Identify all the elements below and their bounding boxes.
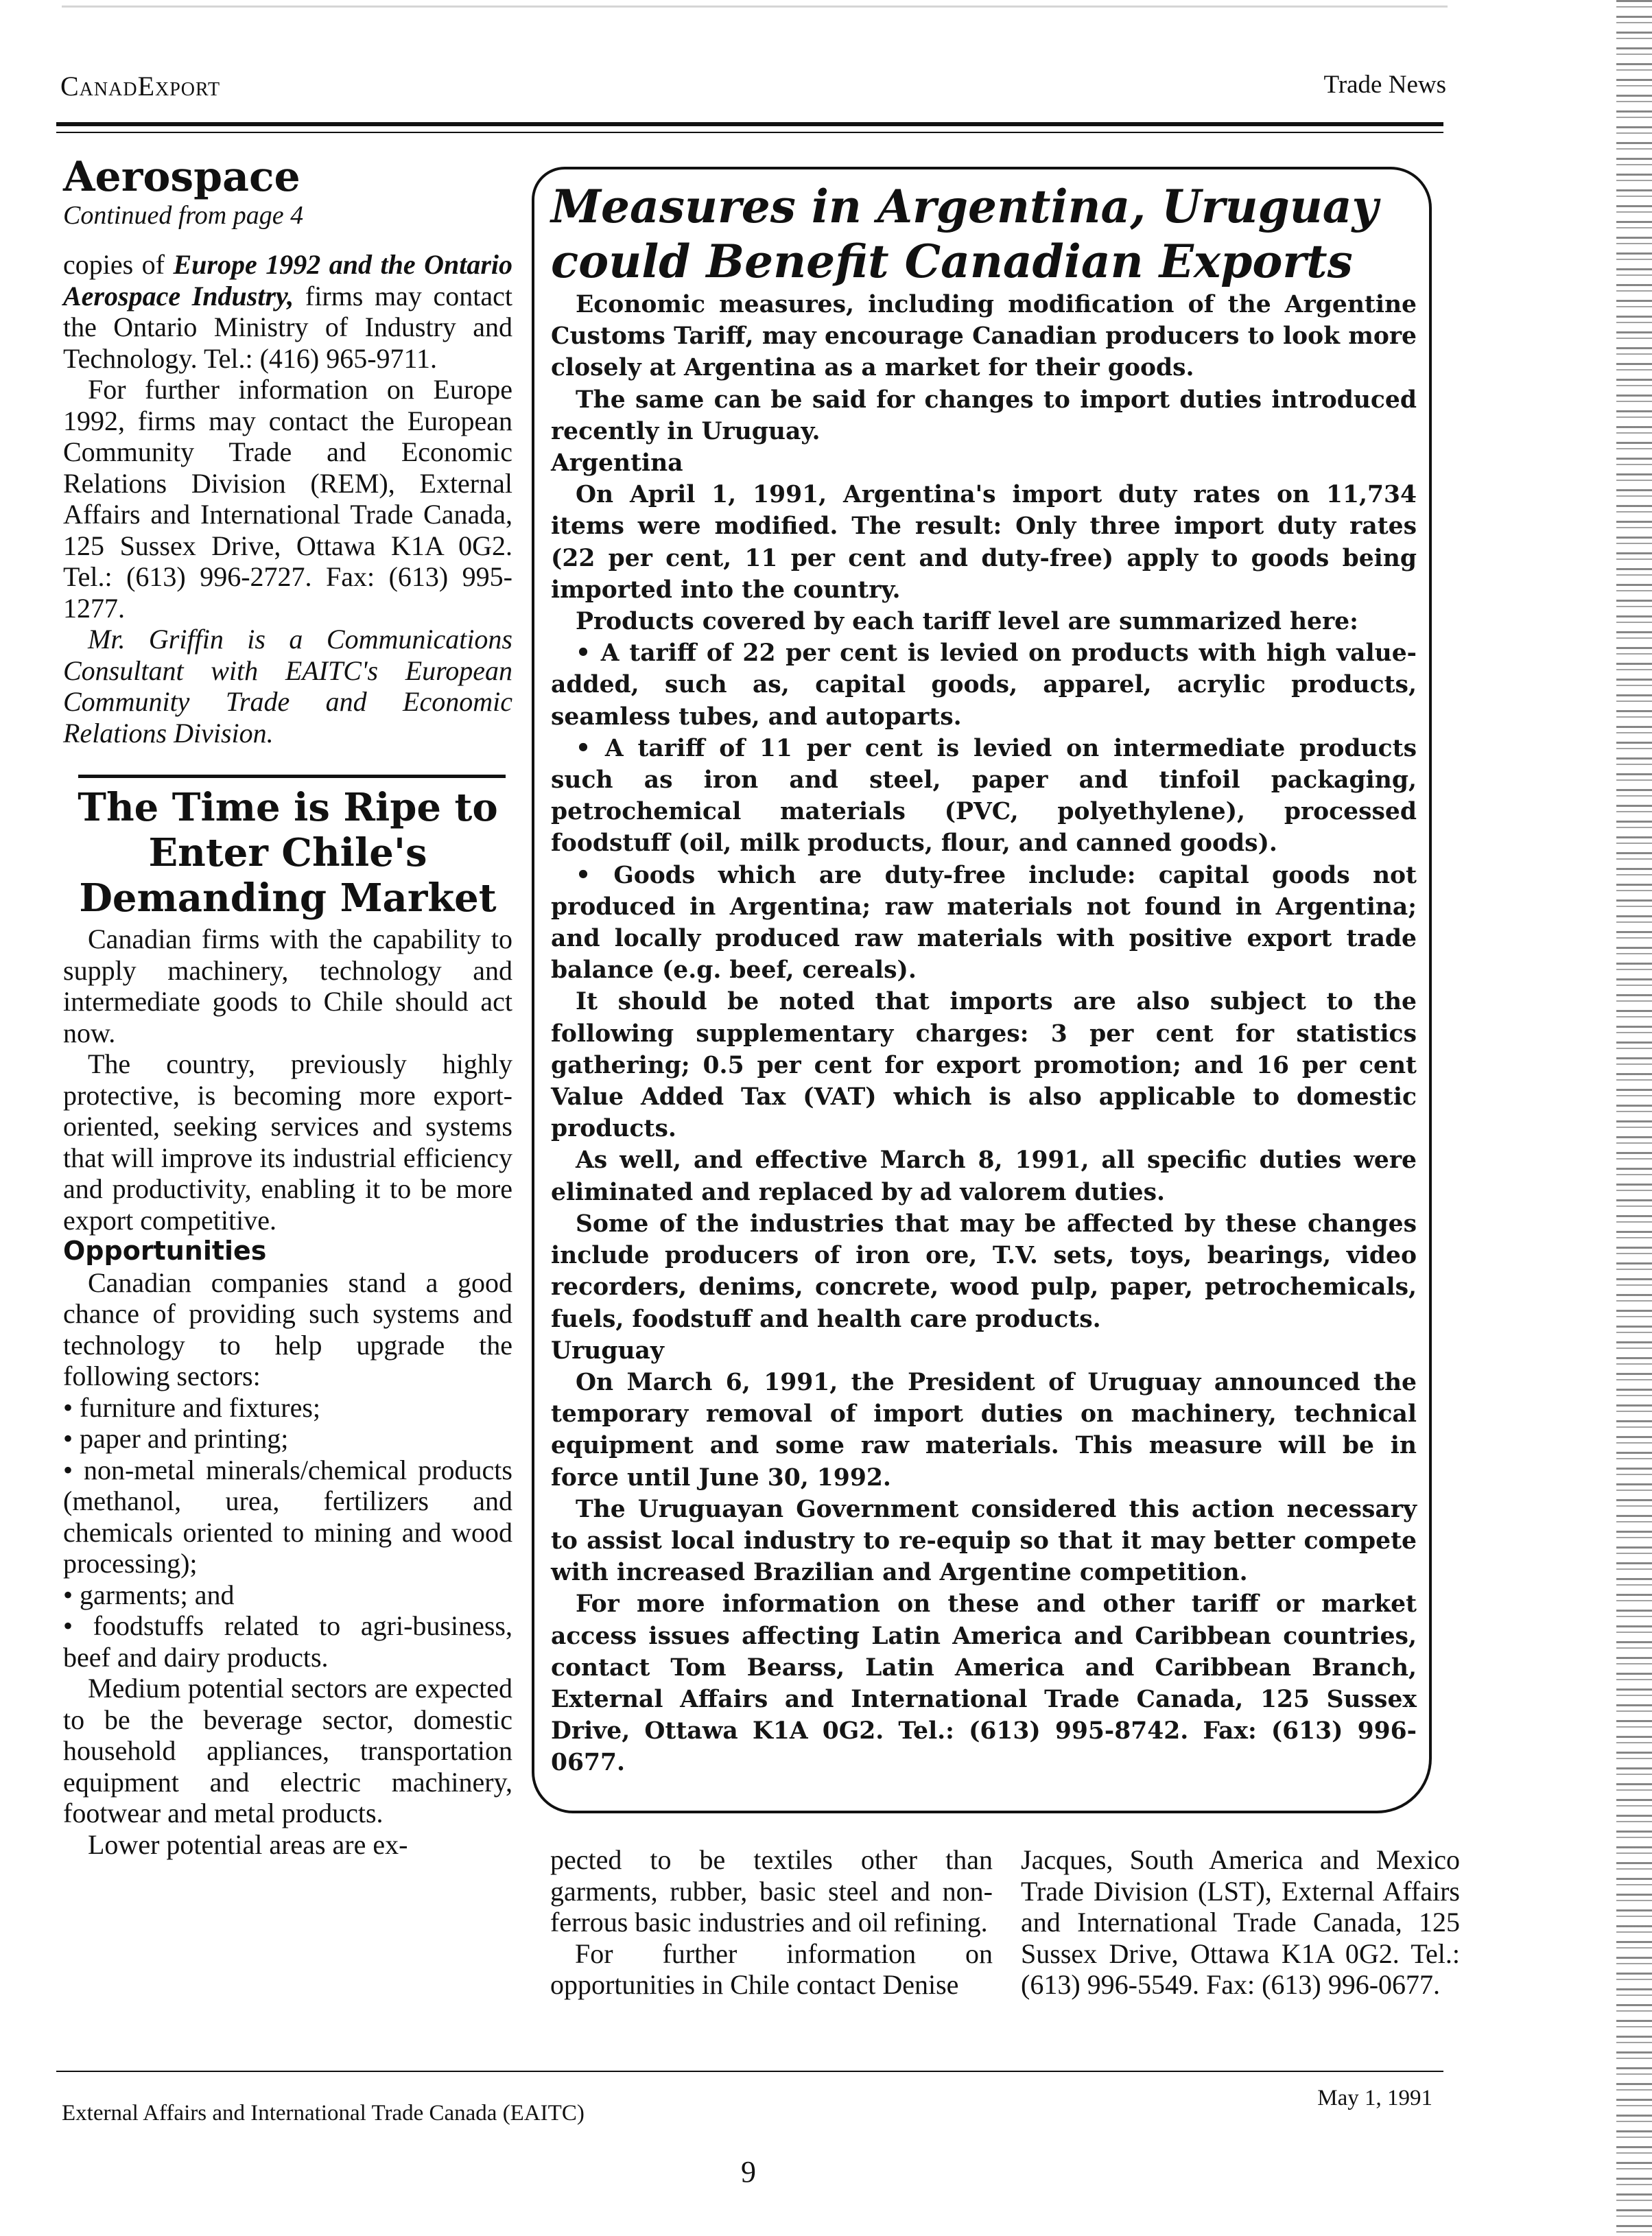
box-paragraph-8: On March 6, 1991, the President of Uruguay announced the temporary removal of import duties on machinery, technical equipment and some raw materials. This measure will be in force until June 30, 1992. (551, 1368, 1417, 1492)
box-paragraph-5: It should be noted that imports are also subject to the following supplementary charges: 3 per cent for statistics gathering; 0.5 per cent for export promotion; and 16 per cent Value Added Tax (VAT) which is also applicable to domestic products. (551, 988, 1417, 1143)
header-rule (56, 122, 1443, 126)
footer-rule (56, 2071, 1443, 2072)
chile-contact-continued: Jacques, South America and Mexico Trade Division (LST), External Affairs and International Trade Canada, 125 Sussex Drive, Ottawa K1A 0G2. Tel.: (613) 996-5549. Fax: (613) 996-0677. (1021, 1844, 1460, 2000)
footer-date: May 1, 1991 (1317, 2086, 1432, 2110)
box-paragraph-7: Some of the industries that may be affected by these changes include producers of iron ore, T.V. sets, toys, bearings, video recorders, denims, concrete, wood pulp, paper, petrochemicals, fuels, foodstuff and health care products. (551, 1210, 1417, 1333)
tariff-bullet: • Goods which are duty-free include: capital goods not produced in Argentina; raw materials not found in Argentina; and locally produced raw materials with positive export trade balance (e.g. beef, cereals). (551, 861, 1417, 985)
box-paragraph-10: For more information on these and other tariff or market access issues affecting Latin America and Caribbean countries, contact Tom Bearss, Latin America and Caribbean Branch, External Affairs and International Trade Canada, 125 Sussex Drive, Ottawa K1A 0G2. Tel.: (613) 995-8742. Fax: (613) 996-0677. (551, 1590, 1417, 1777)
sector-bullet: • garments; and (63, 1579, 235, 1610)
left-column (63, 154, 512, 1860)
text-run: copies of (63, 249, 174, 280)
chile-paragraph-2: The country, previously highly protective, is becoming more export-oriented, seeking services and systems that will improve its industrial efficiency and productivity, enabling it to be more export competitive. (63, 1048, 512, 1236)
box-paragraph-3: On April 1, 1991, Argentina's import duty rates on 11,734 items were modified. The result: Only three import duty rates (22 per cent, 11 per cent and duty-free) apply to goods being imported into the country. (551, 481, 1417, 604)
footer-publisher: External Affairs and International Trade Canada (EAITC) (62, 2101, 585, 2126)
chile-paragraph-5: Lower potential areas are ex- (88, 1828, 408, 1860)
sector-bullet: • furniture and fixtures; (63, 1391, 320, 1423)
page-number: 9 (741, 2155, 756, 2189)
chile-title: The Time is Ripe to Enter Chile's Demanding Market (78, 785, 498, 921)
section-name: Trade News (1323, 71, 1446, 99)
tariff-bullet: • A tariff of 11 per cent is levied on intermediate products such as iron and steel, paper and tinfoil packaging, petrochemical materials (PVC, polyethylene), processed foodstuff (oil, milk products, flour, and canned goods). (551, 734, 1417, 858)
chile-paragraph-4: Medium potential sectors are expected to be the beverage sector, domestic household appliances, transportation equipment and electric machinery, footwear and metal products. (63, 1673, 512, 1828)
box-paragraph-6: As well, and effective March 8, 1991, all specific duties were eliminated and replaced by ad valorem duties. (551, 1146, 1417, 1206)
opportunities-heading: Opportunities (63, 1236, 267, 1266)
argentina-uruguay-box (532, 167, 1432, 1813)
author-note: Mr. Griffin is a Communications Consultant with EAITC's European Community Trade and Economic Relations Division. (63, 624, 512, 749)
tariff-bullet: • A tariff of 22 per cent is levied on products with high value-added, such as, capital goods, apparel, acrylic products, seamless tubes, and autoparts. (551, 639, 1417, 731)
sector-bullet: • foodstuffs related to agri-business, beef and dairy products. (63, 1610, 512, 1673)
aerospace-paragraph-2: For further information on Europe 1992, firms may contact the European Community Trade and Economic Relations Division (REM), External Affairs and International Trade Canada, 125 Sussex Drive, Ottawa K1A 0G2. Tel.: (613) 996-2727. Fax: (613) 995-1277. (63, 374, 512, 624)
text-run: firms may contact the Ontario Ministry of Industry and Technology. Tel.: (416) 965-9711. (63, 280, 512, 374)
continued-note: Continued from page 4 (63, 201, 304, 230)
chile-contact-paragraph: For further information on opportunities in Chile contact Denise (550, 1938, 993, 2000)
chile-paragraph-5-continued: pected to be textiles other than garments, rubber, basic steel and non-ferrous basic industries and oil refining. (550, 1844, 993, 1938)
publication-title: Europe 1992 and the Ontario Aerospace Industry, (63, 249, 512, 311)
sector-bullet: • non-metal minerals/chemical products (methanol, urea, fertilizers and chemicals oriented to mining and wood processing); (63, 1454, 512, 1579)
box-title: Measures in Argentina, Uruguay could Benefit Canadian Exports (551, 180, 1378, 288)
box-paragraph-9: The Uruguayan Government considered this action necessary to assist local industry to re-equip so that it may better compete with increased Brazilian and Argentine competition. (551, 1495, 1417, 1587)
header-rule-thin (56, 132, 1443, 133)
chile-paragraph-3: Canadian companies stand a good chance of providing such systems and technology to help upgrade the following sectors: (63, 1267, 512, 1391)
publication-name: CanadExport (60, 71, 221, 102)
scan-top-edge (62, 5, 1448, 8)
middle-column-continuation (550, 1844, 993, 2001)
chile-paragraph-1: Canadian firms with the capability to supply machinery, technology and intermediate goods to Chile should act now. (63, 923, 512, 1048)
argentina-heading: Argentina (551, 449, 683, 478)
box-paragraph-1: Economic measures, including modification of the Argentine Customs Tariff, may encourage Canadian producers to look more closely at Argentina as a market for their goods. (551, 291, 1417, 382)
aerospace-paragraph-1 (63, 249, 512, 374)
box-paragraph-4: Products covered by each tariff level are summarized here: (576, 608, 1358, 636)
aerospace-title: Aerospace (63, 153, 300, 201)
article-separator (78, 775, 506, 778)
box-paragraph-2: The same can be said for changes to import duties introduced recently in Uruguay. (551, 386, 1417, 445)
right-column-continuation (1021, 1844, 1460, 2001)
uruguay-heading: Uruguay (551, 1337, 664, 1365)
scan-right-edge (1616, 0, 1652, 2236)
sector-bullet: • paper and printing; (63, 1423, 289, 1454)
